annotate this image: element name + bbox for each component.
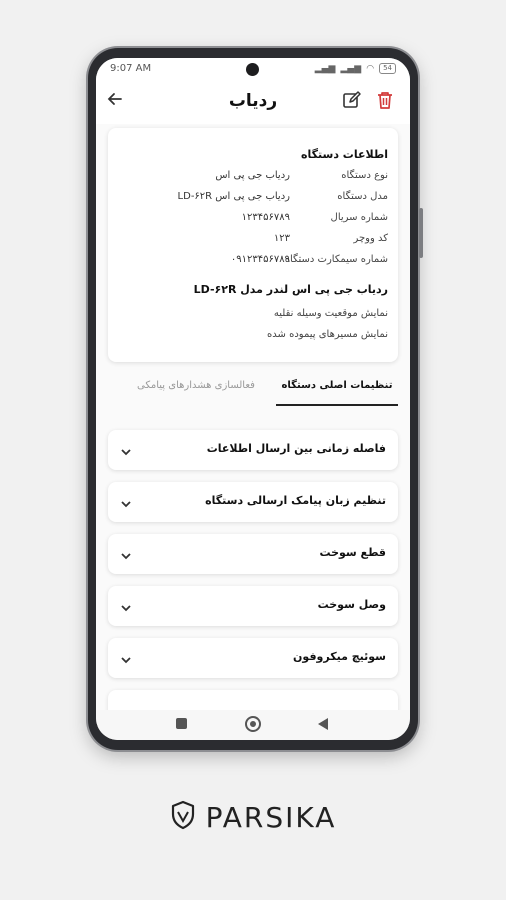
chevron-down-icon (120, 599, 132, 618)
info-label: نوع دستگاه (341, 170, 388, 181)
info-row-serial (118, 212, 388, 226)
info-row-voucher (118, 233, 388, 247)
nav-back-icon[interactable] (318, 718, 328, 730)
signal-icon: ▂▄▆ (314, 63, 336, 74)
brand-footer (0, 800, 506, 834)
home-icon[interactable] (245, 716, 261, 732)
system-nav-bar (96, 710, 410, 740)
app-bar (96, 80, 410, 124)
setting-connect-fuel[interactable] (108, 586, 398, 626)
info-value: ۱۲۳ (273, 233, 290, 244)
recent-apps-icon[interactable] (176, 718, 187, 729)
info-value: ردیاب جی پی اس (215, 170, 290, 181)
info-value: ۰۹۱۲۳۴۵۶۷۸۹ (230, 254, 290, 265)
chevron-down-icon (120, 651, 132, 670)
info-row-model (118, 191, 388, 205)
info-label: مدل دستگاه (337, 191, 388, 202)
info-label: کد ووچر (353, 233, 388, 244)
setting-send-interval[interactable] (108, 430, 398, 470)
feature-item: نمایش مسیرهای پیموده شده (267, 329, 388, 340)
brand-name: PARSIKA (205, 800, 337, 834)
feature-item: نمایش موقعیت وسیله نقلیه (273, 308, 388, 319)
signal-icon-2: ▂▄▆ (340, 63, 362, 74)
tab-main-settings[interactable]: تنظیمات اصلی دستگاه (276, 368, 398, 406)
setting-cut-fuel[interactable] (108, 534, 398, 574)
chevron-down-icon (120, 547, 132, 566)
device-info-card (108, 128, 398, 362)
status-icons (315, 63, 396, 74)
model-title: ردیاب جی پی اس لندر مدل LD-۶۲R (193, 283, 388, 296)
info-row-type (118, 170, 388, 184)
delete-icon[interactable] (376, 90, 394, 114)
chevron-down-icon (120, 495, 132, 514)
battery-icon: 54 (379, 63, 396, 74)
phone-screen (96, 58, 410, 740)
tab-sms-alerts[interactable]: فعالسازی هشدارهای پیامکی (137, 380, 255, 391)
info-row-sim (118, 254, 388, 268)
info-label: شماره سیمکارت دستگاه (284, 254, 388, 265)
edit-icon[interactable] (342, 90, 362, 114)
info-value: ردیاب جی پی اس LD-۶۲R (177, 191, 290, 202)
setting-label: وصل سوخت (317, 598, 386, 611)
device-info-heading: اطلاعات دستگاه (301, 148, 388, 161)
setting-microphone-switch[interactable] (108, 638, 398, 678)
status-time: 9:07 AM (110, 63, 152, 74)
chevron-down-icon (120, 443, 132, 462)
setting-label: تنظیم زبان پیامک ارسالی دستگاه (205, 494, 386, 507)
phone-frame (88, 48, 418, 750)
setting-sms-language[interactable] (108, 482, 398, 522)
shield-logo-icon (170, 800, 196, 834)
settings-tabs (108, 368, 398, 404)
wifi-icon: ◠ (366, 63, 375, 74)
setting-label: فاصله زمانی بین ارسال اطلاعات (206, 442, 386, 455)
setting-label: سوئیچ میکروفون (293, 650, 386, 663)
info-label: شماره سریال (330, 212, 388, 223)
setting-label: قطع سوخت (319, 546, 386, 559)
power-button (419, 208, 423, 258)
info-value: ۱۲۳۴۵۶۷۸۹ (241, 212, 290, 223)
status-bar (96, 58, 410, 80)
page-title: ردیاب (228, 91, 278, 111)
front-camera (246, 63, 259, 76)
